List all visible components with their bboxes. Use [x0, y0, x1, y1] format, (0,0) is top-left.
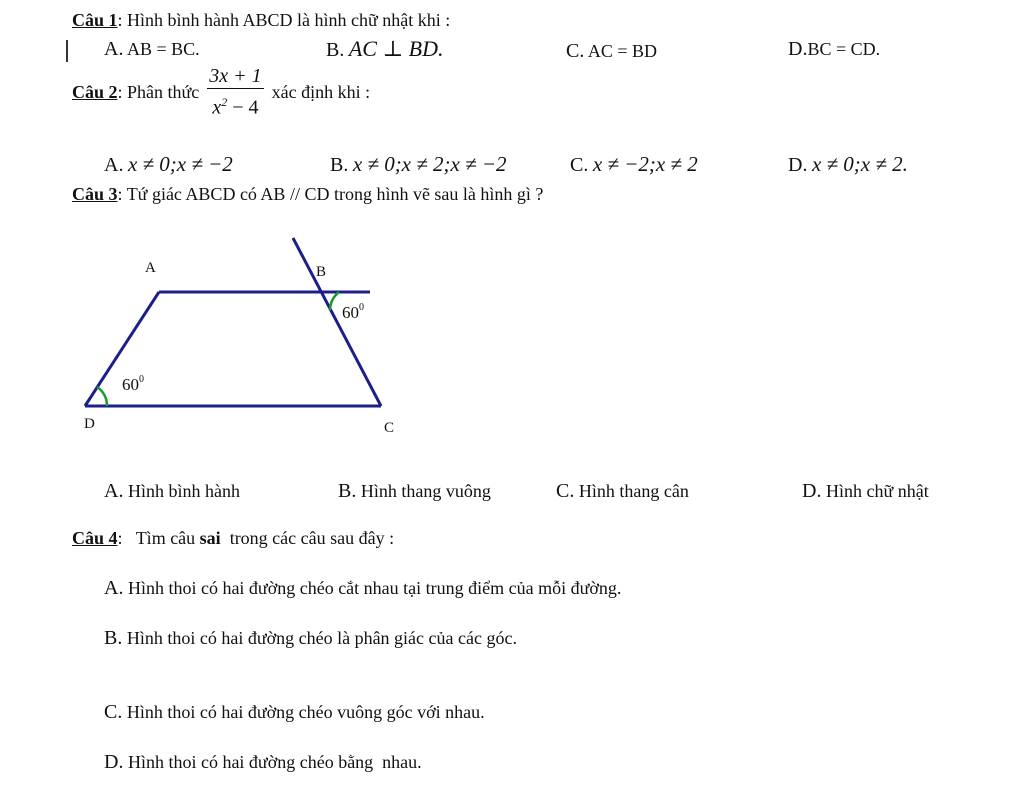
q1-option-a[interactable] [104, 38, 200, 61]
angle-b-arc [330, 292, 339, 310]
question-1-text: : Hình bình hành ABCD là hình chữ nhật khi : [117, 10, 451, 30]
question-1-label: Câu 1 [72, 10, 118, 30]
q4-option-a-text: Hình thoi có hai đường chéo cắt nhau tại trung điểm của mỗi đường. [127, 578, 622, 598]
question-3-text: : Tứ giác ABCD có AB // CD trong hình vẽ sau là hình gì ? [117, 184, 544, 204]
q4-option-a-letter: A. [104, 577, 124, 599]
question-2-label: Câu 2 [72, 81, 118, 102]
q2-option-b-text: x ≠ 0;x ≠ 2;x ≠ −2 [352, 152, 507, 176]
question-4-text-bold: sai [199, 528, 221, 548]
q1-option-b-text: AC ⊥ BD. [348, 36, 444, 61]
vertex-d-label: D [84, 416, 95, 432]
angle-d-value: 60 [122, 375, 139, 394]
question-1 [72, 10, 450, 31]
q4-option-c[interactable] [104, 701, 485, 724]
text-cursor [66, 40, 68, 62]
q2-option-a-text: x ≠ 0;x ≠ −2 [127, 152, 233, 176]
q3-option-b[interactable] [338, 480, 491, 503]
q3-option-c[interactable] [556, 480, 689, 503]
q1-option-d[interactable] [788, 38, 880, 61]
q2-option-a-letter: A. [104, 154, 124, 176]
q2-option-c-text: x ≠ −2;x ≠ 2 [592, 152, 698, 176]
q4-option-b-text: Hình thoi có hai đường chéo là phân giác của các góc. [126, 628, 517, 648]
q1-option-b-letter: B. [326, 39, 345, 61]
q3-option-a-letter: A. [104, 480, 124, 502]
question-3-label: Câu 3 [72, 184, 118, 204]
fraction-numerator: 3x + 1 [209, 65, 262, 87]
angle-b-label [342, 302, 364, 322]
q2-option-c[interactable] [570, 152, 698, 177]
q2-option-d-text: x ≠ 0;x ≠ 2. [811, 152, 908, 176]
question-4 [72, 528, 394, 549]
vertex-b-label: B [316, 264, 327, 280]
q4-option-d[interactable] [104, 751, 422, 774]
q3-option-d-letter: D. [802, 480, 822, 502]
denominator-rest: − 4 [227, 96, 259, 119]
q4-option-d-letter: D. [104, 751, 124, 773]
question-4-text-before: : Tìm câu [117, 528, 200, 548]
angle-b-value: 60 [342, 303, 359, 322]
angle-b-degree: 0 [359, 302, 364, 313]
q3-option-a[interactable] [104, 480, 240, 503]
vertex-a-label: A [145, 260, 156, 276]
q2-option-c-letter: C. [570, 154, 589, 176]
vertex-c-label: C [384, 420, 395, 436]
q1-option-c-letter: C. [566, 40, 585, 62]
side-bc-extended [293, 238, 381, 406]
q2-option-b-letter: B. [330, 154, 349, 176]
trapezoid-figure [70, 228, 395, 438]
angle-d-label [122, 374, 144, 394]
question-3 [72, 184, 543, 205]
q3-option-b-letter: B. [338, 480, 357, 502]
q4-option-c-text: Hình thoi có hai đường chéo vuông góc với nhau. [126, 702, 485, 722]
question-2 [72, 64, 370, 121]
q3-option-c-letter: C. [556, 480, 575, 502]
q1-option-b[interactable] [326, 36, 443, 62]
fraction [207, 64, 263, 121]
q4-option-b-letter: B. [104, 627, 123, 649]
q3-option-d-text: Hình chữ nhật [825, 481, 929, 501]
q1-option-c[interactable] [566, 40, 657, 63]
q1-option-c-text: AC = BD [587, 41, 658, 61]
q4-option-c-letter: C. [104, 701, 123, 723]
q1-option-d-text: BC = CD. [807, 39, 881, 59]
q2-option-b[interactable] [330, 152, 570, 177]
angle-d-arc [97, 387, 107, 406]
q2-option-d[interactable] [788, 152, 908, 177]
q2-option-a[interactable] [104, 152, 233, 177]
question-2-text-before: : Phân thức [117, 81, 200, 102]
question-4-text-after: trong các câu sau đây : [220, 528, 395, 548]
denominator-exponent: 2 [221, 95, 228, 109]
q4-option-d-text: Hình thoi có hai đường chéo bằng nhau. [127, 752, 422, 772]
q1-option-d-letter: D. [788, 38, 808, 60]
q3-option-a-text: Hình bình hành [127, 481, 240, 501]
fraction-denominator [207, 89, 263, 121]
q4-option-b[interactable] [104, 627, 517, 650]
q3-option-d[interactable] [802, 480, 929, 503]
q3-option-b-text: Hình thang vuông [360, 481, 491, 501]
question-4-label: Câu 4 [72, 528, 118, 548]
question-2-text-after: xác định khi : [271, 81, 371, 102]
q1-option-a-letter: A. [104, 38, 124, 60]
denominator-base: x [212, 96, 222, 119]
q2-option-d-letter: D. [788, 154, 808, 176]
q4-option-a[interactable] [104, 577, 621, 600]
q1-option-a-text: AB = BC. [126, 39, 200, 59]
angle-d-degree: 0 [139, 374, 144, 385]
q3-option-c-text: Hình thang cân [578, 481, 689, 501]
